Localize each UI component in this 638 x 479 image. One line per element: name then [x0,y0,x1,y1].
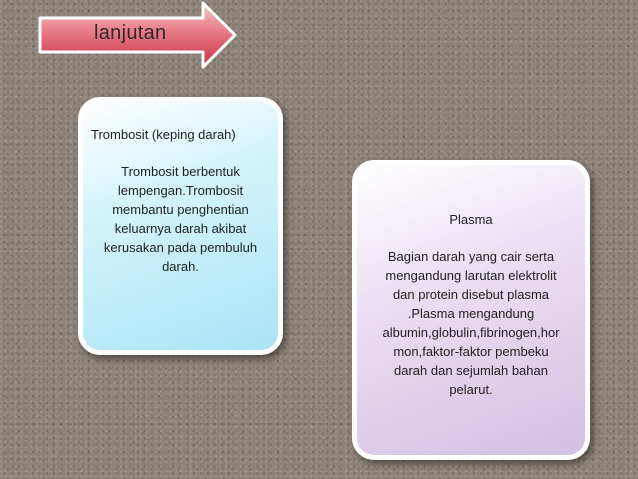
title-label: lanjutan [94,22,167,44]
trombosit-description: Trombosit berbentuk lempengan.Trombosit membantu penghentian keluarnya darah akibat kerusakan pada pembuluh darah. [103,164,258,274]
trombosit-card [78,97,283,355]
trombosit-title: Trombosit (keping darah) [91,127,236,142]
plasma-title: Plasma [449,212,493,227]
plasma-card [352,160,590,460]
title-arrow-banner [38,0,238,72]
plasma-description: Bagian darah yang cair serta mengandung larutan elektrolit dan protein disebut plasma .Plasma mengandung albumin,globulin,fibrinogen,hor mon,faktor-faktor pembeku darah dan sejumlah bahan pelarut. [382,249,560,397]
